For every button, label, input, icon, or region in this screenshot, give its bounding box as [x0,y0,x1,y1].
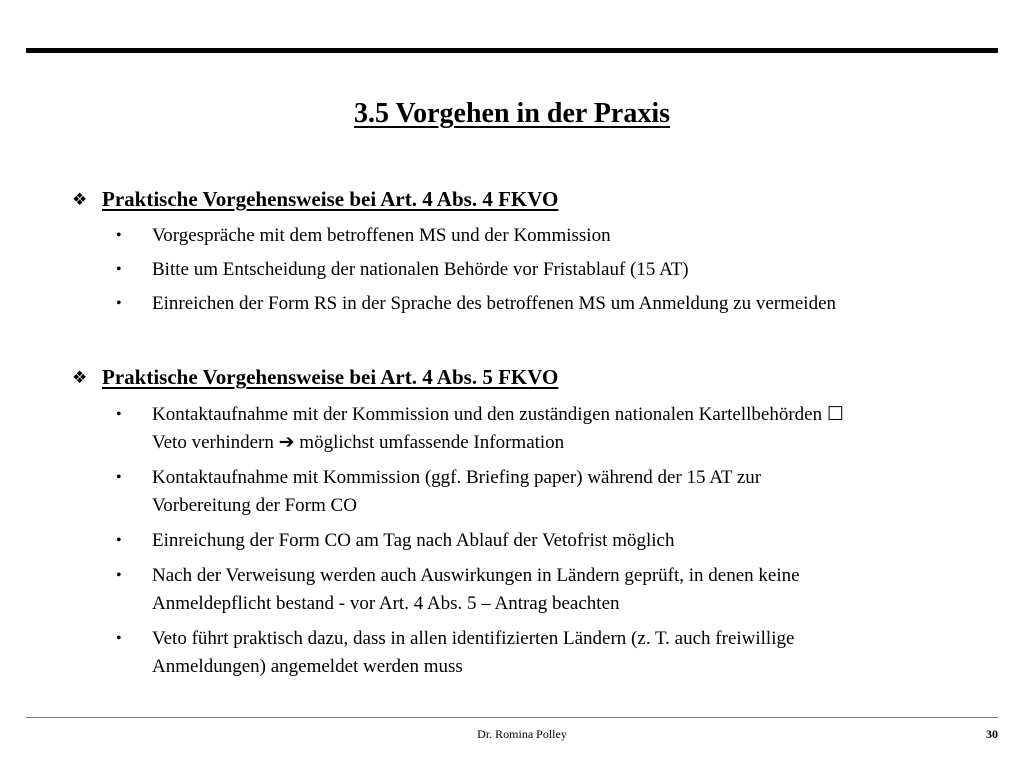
list-item-text-line1: Veto führt praktisch dazu, dass in allen identifizierten Ländern (z. T. auch freiwillige [152,628,795,649]
list-item [114,625,994,681]
list-item-text: Einreichen der Form RS in der Sprache des betroffenen MS um Anmeldung zu vermeiden [152,293,837,314]
list-item-text-line2: Vorbereitung der Form CO [152,495,357,516]
list-item-text: Vorgespräche mit dem betroffenen MS und der Kommission [152,225,611,246]
list-item-text-line2: Anmeldungen) angemeldet werden muss [152,656,463,677]
list-item [114,290,994,318]
bullet-list-art4-abs4 [114,222,994,324]
list-item [114,256,994,284]
slide-title [0,96,1024,132]
bullet-dot-icon: • [116,406,122,423]
section-heading-art4-abs5 [72,364,558,391]
bullet-dot-icon: • [116,295,122,312]
bullet-dot-icon: • [116,261,122,278]
page-number: 30 [986,727,998,741]
section-heading-text: Praktische Vorgehensweise bei Art. 4 Abs. 4 FKVO [102,187,559,211]
bullet-dot-icon: • [116,227,122,244]
list-item-text-line1: Kontaktaufnahme mit der Kommission und den zuständigen nationalen Kartellbehörden ☐ [152,404,844,425]
list-item-text-line1: Einreichung der Form CO am Tag nach Ablauf der Vetofrist möglich [152,530,675,551]
list-item-text-line2: Anmeldepflicht bestand - vor Art. 4 Abs. 5 – Antrag beachten [152,593,620,614]
top-rule [26,48,998,53]
list-item [114,401,994,457]
diamond-bullet-icon: ❖ [72,190,88,209]
section-heading-text: Praktische Vorgehensweise bei Art. 4 Abs. 5 FKVO [102,365,559,389]
diamond-bullet-icon: ❖ [72,368,88,387]
list-item-text-line2: Veto verhindern ➔ möglichst umfassende Information [152,432,565,453]
bullet-list-art4-abs5 [114,401,994,688]
list-item-text: Bitte um Entscheidung der nationalen Behörde vor Fristablauf (15 AT) [152,259,689,280]
section-heading-art4-abs4 [72,186,558,213]
list-item [114,222,994,250]
bullet-dot-icon: • [116,469,122,486]
footer-rule [26,717,998,718]
list-item-text-line1: Nach der Verweisung werden auch Auswirkungen in Ländern geprüft, in denen keine [152,565,800,586]
list-item [114,527,994,555]
list-item [114,562,994,618]
slide-title-text: 3.5 Vorgehen in der Praxis [353,98,671,129]
list-item [114,464,994,520]
list-item-text-line1: Kontaktaufnahme mit Kommission (ggf. Briefing paper) während der 15 AT zur [152,467,762,488]
bullet-dot-icon: • [116,532,122,549]
bullet-dot-icon: • [116,630,122,647]
footer-author: Dr. Romina Polley [477,727,567,741]
bullet-dot-icon: • [116,567,122,584]
